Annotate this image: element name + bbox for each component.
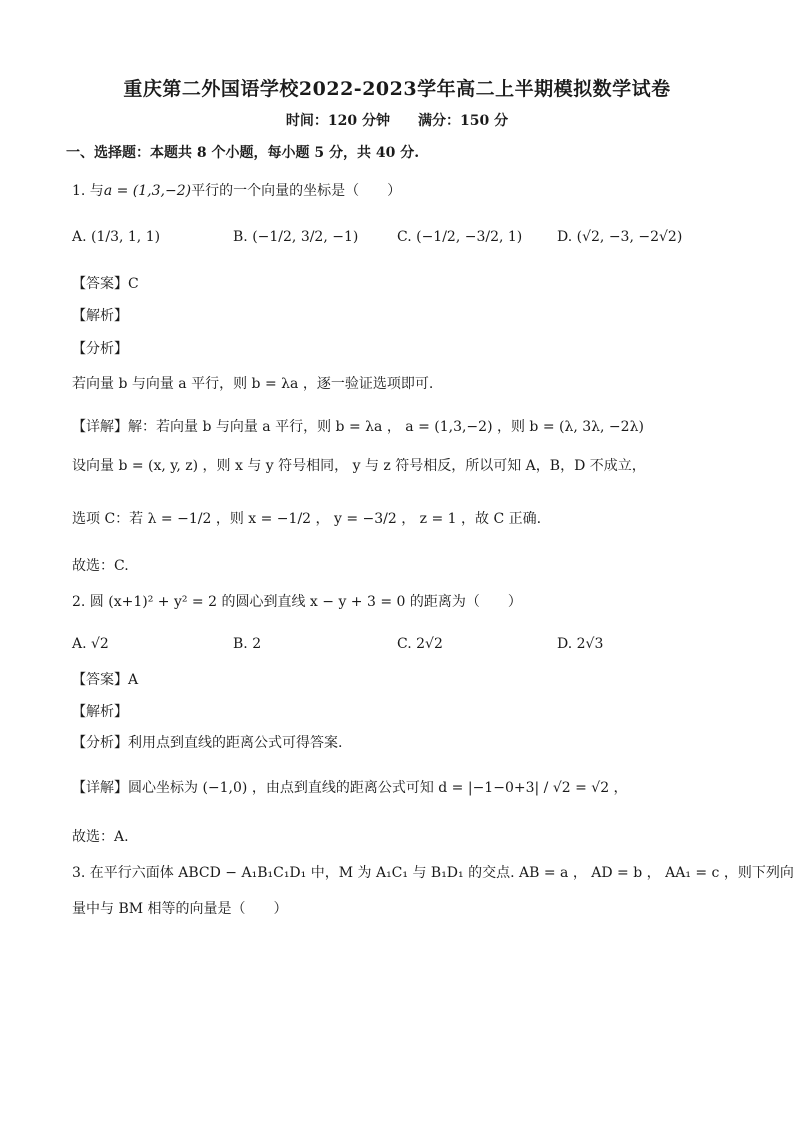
q1-stem	[72, 182, 401, 200]
q1-analysis: 【解析】	[72, 308, 128, 324]
exam-title: 重庆第二外国语学校2022-2023学年高二上半期模拟数学试卷	[123, 78, 671, 100]
q3-stem-line2: 量中与 BM 相等的向量是（ ）	[72, 901, 288, 917]
q1-option-b: B. (−1/2, 3/2, −1)	[233, 229, 359, 245]
q2-option-a: A. √2	[72, 636, 109, 652]
q2-stem: 2. 圆 (x+1)² + y² = 2 的圆心到直线 x − y + 3 = 0 的距离为（ ）	[72, 594, 522, 610]
q1-stem-vector: a = (1,3,−2)	[103, 183, 192, 199]
exam-subtitle	[0, 110, 794, 130]
q2-detail: 【详解】圆心坐标为 (−1,0) ，由点到直线的距离公式可知 d = |−1−0+3| / √2 = √2 ，	[72, 780, 628, 796]
q1-stem-pre: 1. 与	[72, 183, 104, 199]
q2-answer: 【答案】A	[72, 672, 139, 688]
q1-choice: 故选：C.	[72, 558, 129, 574]
q1-detail-tag: 【详解】	[72, 419, 128, 435]
q2-option-d: D. 2√3	[557, 636, 604, 652]
q1-option-a: A. (1/3, 1, 1)	[72, 229, 161, 245]
q1-detail-line2: 设向量 b = (x, y, z) ，则 x 与 y 符号相同， y 与 z 符号相反，所以可知 A，B，D 不成立，	[72, 458, 646, 474]
q2-choice: 故选：A.	[72, 829, 129, 845]
q1-detail-text1: 解：若向量 b 与向量 a 平行，则 b = λa ， a = (1,3,−2) ，则 b = (λ, 3λ, −2λ)	[128, 419, 644, 435]
q1-detail-line1	[72, 418, 644, 436]
q1-answer: 【答案】C	[72, 276, 139, 292]
q2-fenxi: 【分析】利用点到直线的距离公式可得答案.	[72, 735, 343, 751]
q1-option-c: C. (−1/2, −3/2, 1)	[397, 229, 523, 245]
q2-option-b: B. 2	[233, 636, 262, 652]
q1-stem-post: 平行的一个向量的坐标是（ ）	[191, 183, 402, 199]
exam-score: 满分：150 分	[418, 113, 509, 129]
q3-stem-line1: 3. 在平行六面体 ABCD − A₁B₁C₁D₁ 中，M 为 A₁C₁ 与 B₁D₁ 的交点. AB = a ， AD = b ， AA₁ = c ，则下列向	[72, 865, 794, 881]
exam-time: 时间：120 分钟	[285, 113, 390, 129]
q1-detail-line3: 选项 C：若 λ = −1/2 ，则 x = −1/2 ， y = −3/2 ， z = 1 ，故 C 正确.	[72, 511, 542, 527]
q2-option-c: C. 2√2	[397, 636, 443, 652]
q2-analysis: 【解析】	[72, 704, 128, 720]
section-heading: 一、选择题：本题共 8 个小题，每小题 5 分，共 40 分.	[66, 145, 420, 161]
q1-option-d: D. (√2, −3, −2√2)	[557, 229, 683, 245]
q1-fenxi: 若向量 b 与向量 a 平行，则 b = λa ，逐一验证选项即可.	[72, 376, 434, 392]
q1-fenxi-tag: 【分析】	[72, 341, 128, 357]
